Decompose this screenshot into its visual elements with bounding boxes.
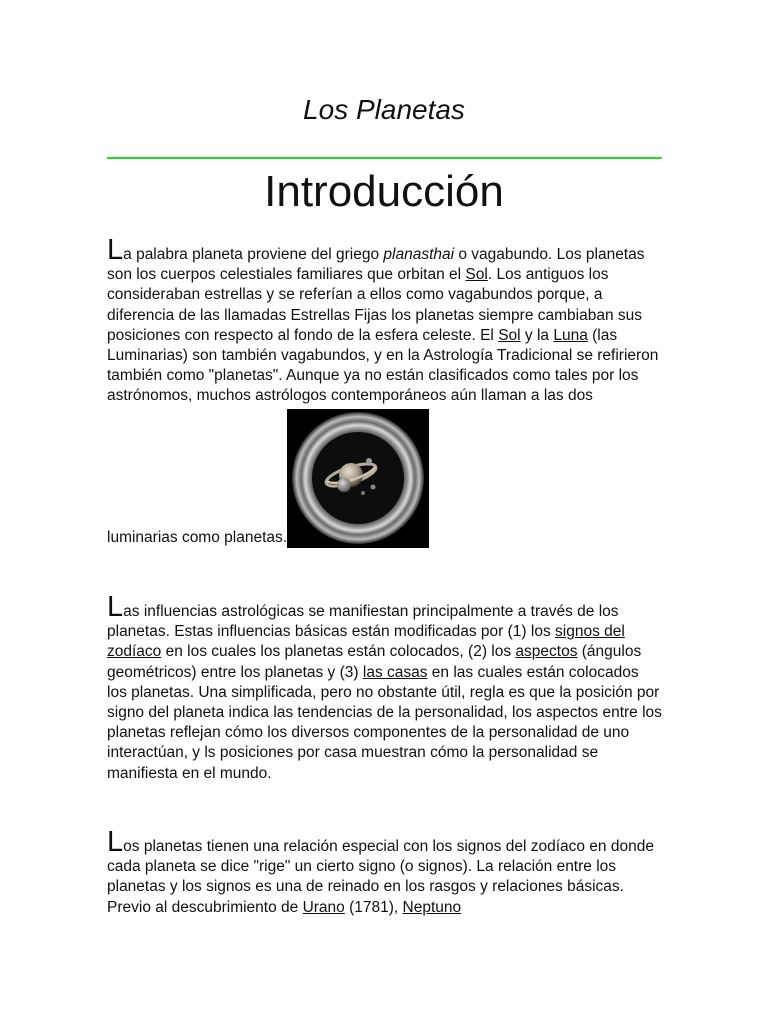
link-casas[interactable]: las casas: [362, 663, 428, 681]
section-heading: Introducción: [264, 167, 504, 216]
link-aspectos[interactable]: aspectos: [515, 643, 578, 661]
text-run: os planetas tienen una relación especial con los signos del zodíaco en donde cada planeta se dice "rige" un cierto signo (o signos). La relación entre los planetas y los signos es una de reinado en los rasgos y relaciones básicas. Previo al descubrimiento de: [107, 838, 654, 916]
link-sol[interactable]: Sol: [465, 266, 488, 284]
link-neptuno[interactable]: Neptuno: [402, 898, 462, 916]
text-run: (las Luminarias) son también vagabundos, y en la Astrología Tradicional se refirieron también como "planetas". Aunque ya no están clasificados como tales por los astrónomos, muchos astrólogos contemporáneos aún llaman a las dos: [107, 326, 659, 405]
text-run: luminarias como planetas.: [107, 528, 288, 546]
planets-image: [287, 409, 429, 548]
text-run: (1781),: [344, 898, 403, 916]
italic-term: planasthai: [383, 246, 455, 263]
drop-cap: L: [107, 234, 124, 266]
paragraph-intro: [107, 234, 662, 548]
paragraph-rulership: [107, 826, 662, 918]
text-run: (ángulos geométricos) entre los planetas y (3): [107, 643, 642, 681]
saturn-image: [287, 409, 429, 548]
drop-cap: L: [107, 591, 124, 623]
text-run: . Los antiguos los consideraban estrellas y se referían a ellos como vagabundos porque, a diferencia de las llamadas Estrellas Fijas los planetas siempre cambiaban sus posiciones con respecto al fondo de la esfera celeste. El: [107, 266, 643, 344]
link-sol[interactable]: Sol: [498, 326, 521, 344]
green-divider: [107, 157, 662, 159]
text-run: a palabra planeta proviene del griego: [123, 246, 384, 263]
link-urano[interactable]: Urano: [302, 898, 345, 916]
link-luna[interactable]: Luna: [553, 326, 588, 344]
text-run: as influencias astrológicas se manifiestan principalmente a través de los planetas. Estas influencias básicas están modificadas por (1) los: [107, 603, 619, 641]
document-title: Los Planetas: [303, 94, 465, 125]
text-run: y la: [520, 326, 554, 344]
text-run: o vagabundo. Los planetas son los cuerpos celestiales familiares que orbitan el: [107, 246, 645, 284]
text-run: en las cuales están colocados los planetas. Una simplificada, pero no obstante útil, regla es que la posición por signo del planeta indica las tendencias de la personalidad, los aspectos entre los planetas reflejan cómo los diversos componentes de la personalidad de uno interactúan, y ls posiciones por casa muestran cómo la personalidad se manifiesta en el mundo.: [107, 663, 662, 782]
drop-cap: L: [107, 826, 124, 858]
text-run: en los cuales los planetas están colocados, (2) los: [161, 643, 516, 661]
paragraph-influences: [107, 591, 662, 784]
link-signos-zodiaco[interactable]: signos del zodíaco: [107, 623, 625, 661]
